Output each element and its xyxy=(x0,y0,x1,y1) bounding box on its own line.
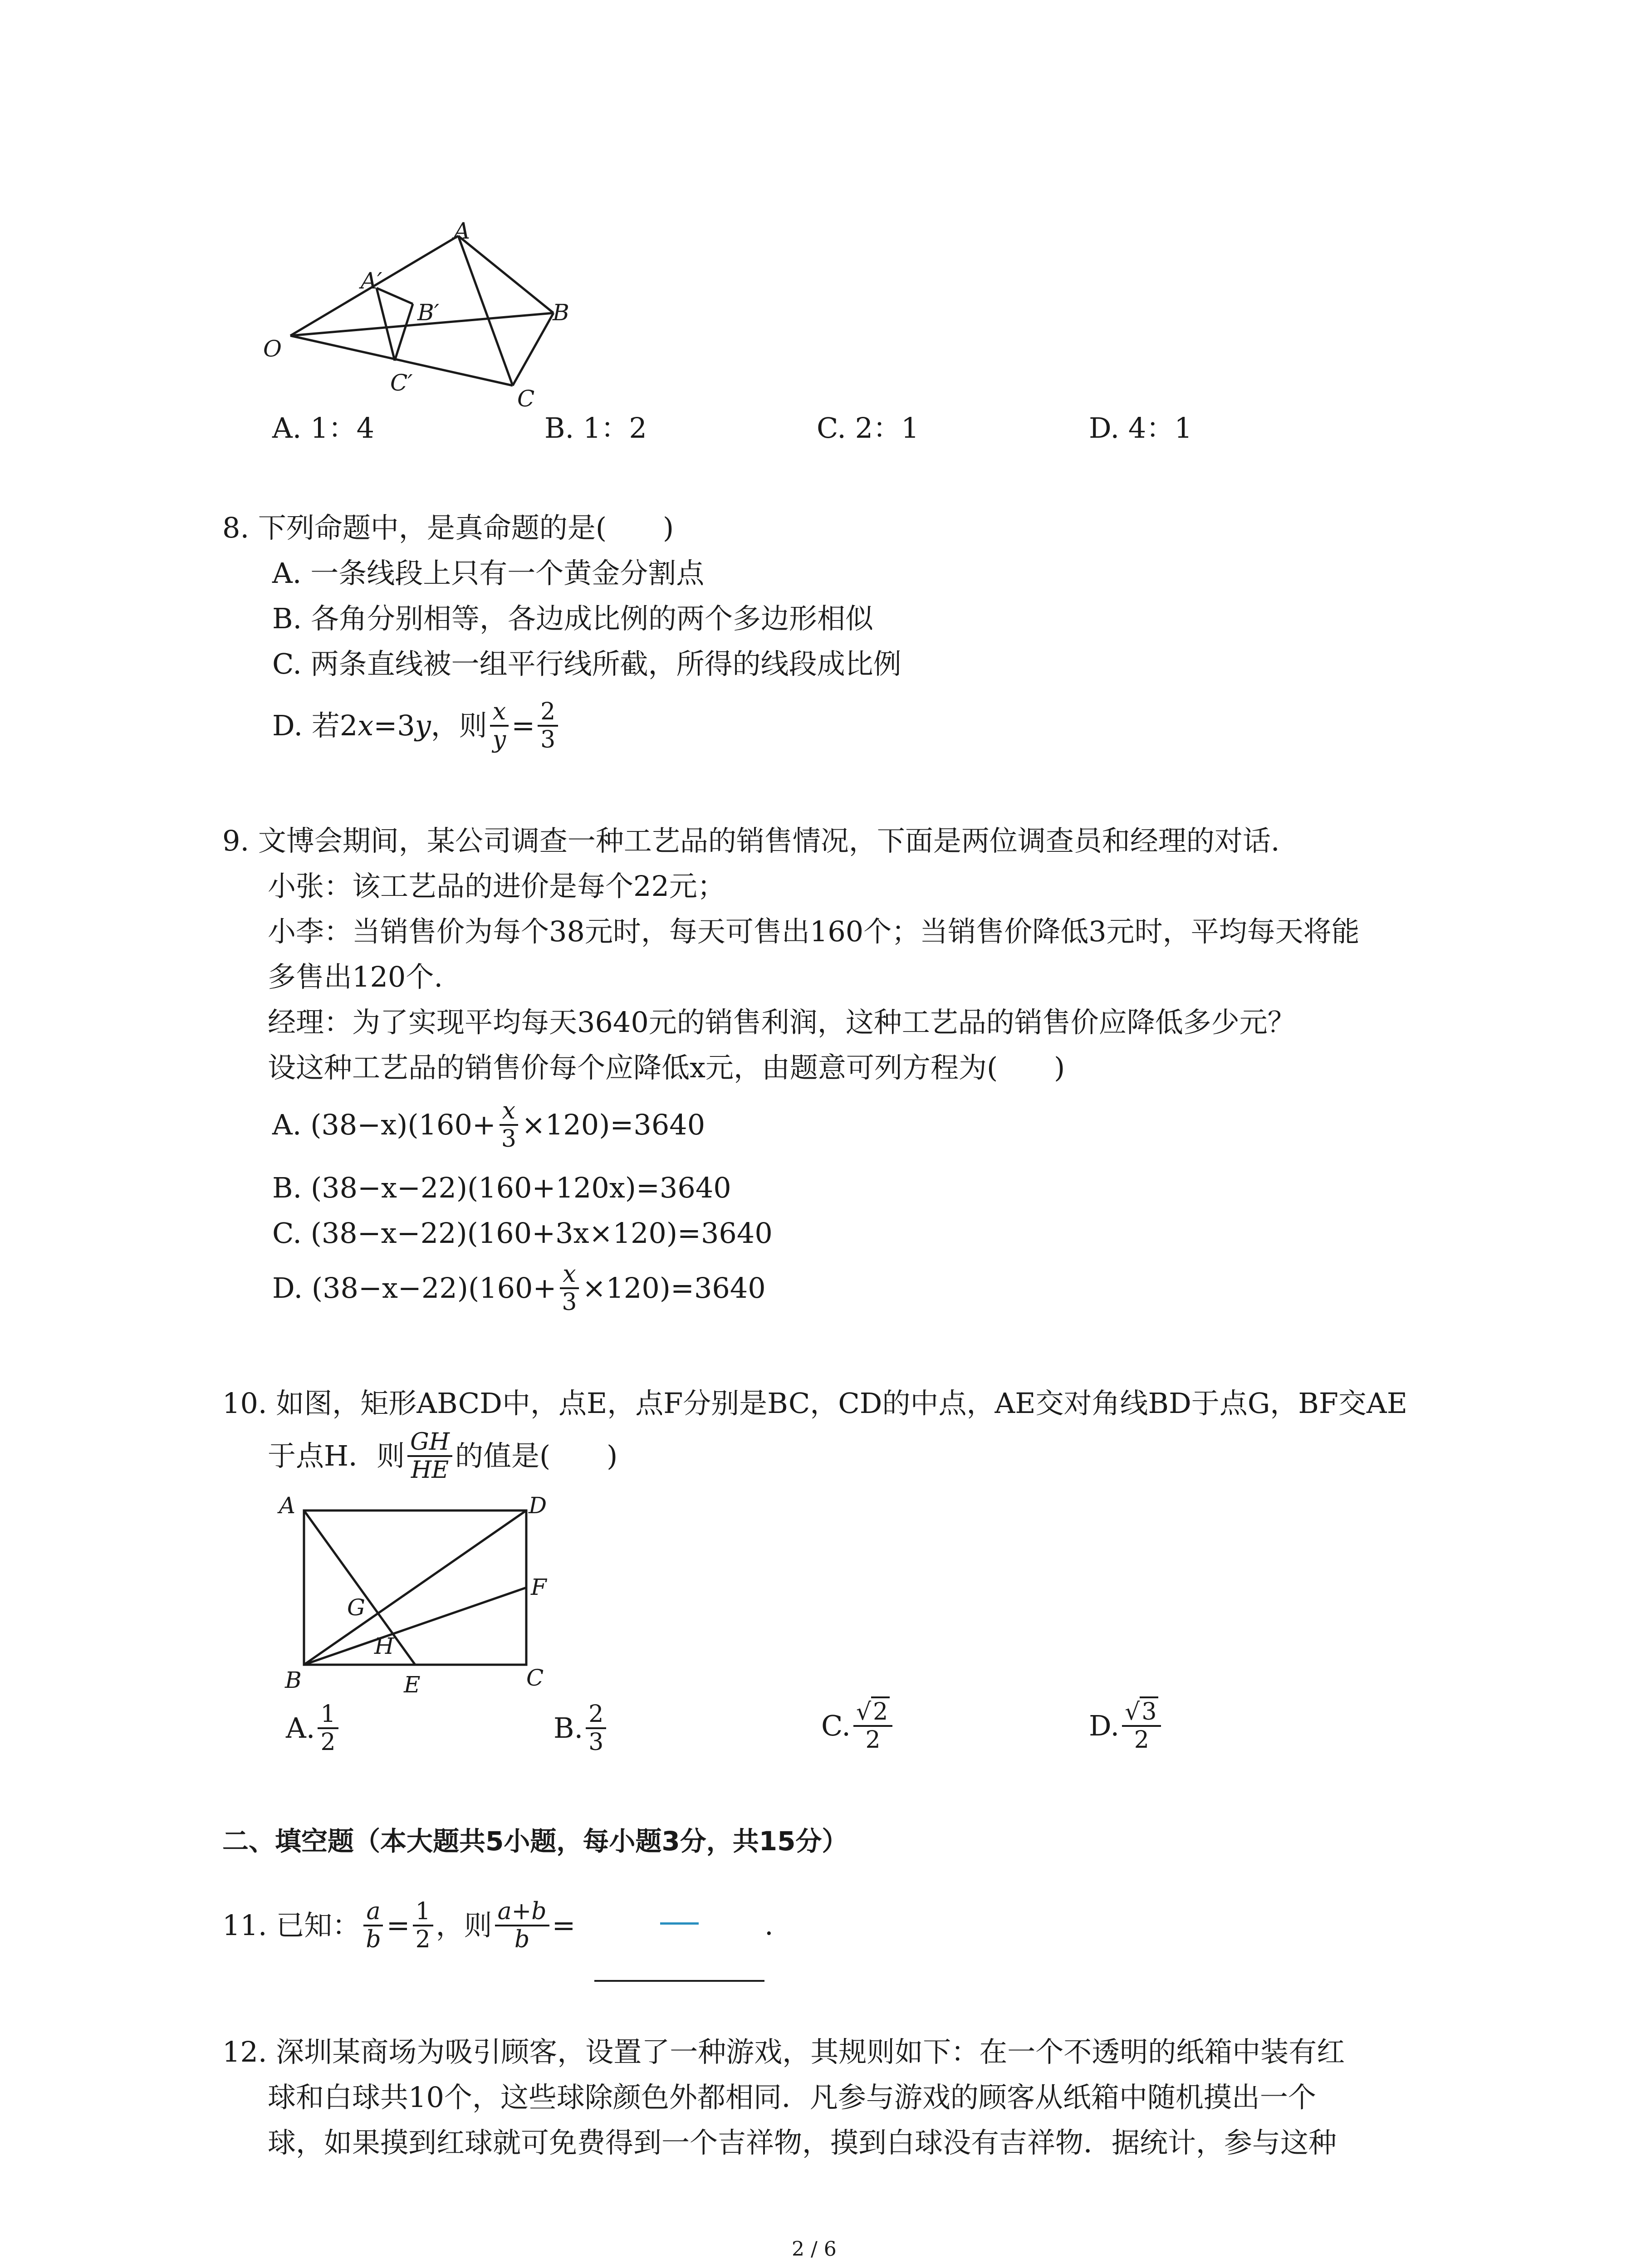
q9-stem: 9. 文博会期间，某公司调查一种工艺品的销售情况，下面是两位调查员和经理的对话. xyxy=(222,824,1280,857)
q9-line-3: 多售出120个. xyxy=(268,960,443,993)
q7-label-a: A xyxy=(454,218,470,244)
q7-option-b: B. 1：2 xyxy=(544,411,647,445)
q9-option-b: B. (38−x−22)(160+120x)=3640 xyxy=(272,1171,731,1204)
q9-line-2: 小李：当销售价为每个38元时，每天可售出160个；当销售价降低3元时，平均每天将能 xyxy=(268,915,1360,948)
q8-option-a: A. 一条线段上只有一个黄金分割点 xyxy=(272,557,705,590)
q12-line-2: 球和白球共10个，这些球除颜色外都相同．凡参与游戏的顾客从纸箱中随机摸出一个 xyxy=(268,2081,1316,2114)
q7-option-c: C. 2：1 xyxy=(817,411,919,445)
q9-line-5: 设这种工艺品的销售价每个应降低x元，由题意可列方程为( ) xyxy=(268,1051,1065,1084)
q7-label-c: C xyxy=(517,386,535,412)
q10-label-b: B xyxy=(285,1667,302,1693)
q12-line-3: 球，如果摸到红球就可免费得到一个吉祥物，摸到白球没有吉祥物．据统计，参与这种 xyxy=(268,2126,1337,2159)
q10-label-e: E xyxy=(404,1672,421,1698)
q9-option-d: D. (38−x−22)(160+ $\frac{x}{3}$ ×120)=3640 xyxy=(272,1261,766,1316)
q8-option-c: C. 两条直线被一组平行线所截，所得的线段成比例 xyxy=(272,647,901,680)
q10-label-a: A xyxy=(279,1492,296,1519)
q8-option-d: D. 若2 x =3 y ，则 $\frac{x}{y}$ = $\frac{2}{3}$ xyxy=(272,694,561,758)
q10-option-c: C. $\frac{√2}{2}$ xyxy=(821,1687,895,1765)
q11-answer-mark xyxy=(660,1922,699,1925)
q10-stem: 10. 如图，矩形ABCD中，点E，点F分别是BC，CD的中点，AE交对角线BD于点G，BF交AE xyxy=(222,1387,1407,1420)
q9-line-4: 经理：为了实现平均每天3640元的销售利润，这种工艺品的销售价应降低多少元？ xyxy=(268,1006,1296,1039)
q7-label-b1: B′ xyxy=(417,299,440,326)
q10-label-f: F xyxy=(531,1574,547,1600)
q10-line-2: 于点H．则 $\frac{GH}{HE}$ 的值是( ) xyxy=(268,1428,618,1484)
q10-label-g: G xyxy=(347,1594,365,1621)
q11-line: 11. 已知： $\frac{a}{b}$ = $\frac{1}{2}$ ，则 $\frac{a+b}{b}$ = xyxy=(222,1898,576,1953)
q10-option-d: D. $\frac{√3}{2}$ xyxy=(1089,1687,1164,1765)
q10-label-c: C xyxy=(526,1665,544,1691)
q9-line-1: 小张：该工艺品的进价是每个22元； xyxy=(268,870,725,903)
q12-line-1: 12. 深圳某商场为吸引顾客，设置了一种游戏，其规则如下：在一个不透明的纸箱中装有红 xyxy=(222,2035,1345,2068)
q7-option-a: A. 1：4 xyxy=(272,411,375,445)
q8-stem: 8. 下列命题中，是真命题的是( ) xyxy=(222,511,674,544)
q7-label-o: O xyxy=(263,336,282,362)
q11-answer-blank[interactable] xyxy=(594,1980,764,1982)
q7-label-b: B xyxy=(553,299,569,326)
page-number: 2 / 6 xyxy=(792,2238,837,2261)
q7-label-a1: A′ xyxy=(361,268,382,294)
q10-figure xyxy=(290,1497,544,1678)
q10-option-a: A. $\frac{1}{2}$ xyxy=(286,1692,341,1765)
q7-label-c1: C′ xyxy=(390,370,413,396)
section-2-title: 二、填空题（本大题共5小题，每小题3分，共15分） xyxy=(222,1826,848,1857)
q9-option-c: C. (38−x−22)(160+3x×120)=3640 xyxy=(272,1217,773,1250)
q8-option-b: B. 各角分别相等，各边成比例的两个多边形相似 xyxy=(272,602,873,635)
q10-option-b: B. $\frac{2}{3}$ xyxy=(554,1692,609,1765)
q10-label-d: D xyxy=(529,1492,547,1519)
q11-period: . xyxy=(764,1908,774,1941)
q10-label-h: H xyxy=(374,1633,394,1659)
q7-option-d: D. 4：1 xyxy=(1089,411,1192,445)
q9-option-a: A. (38−x)(160+ $\frac{x}{3}$ ×120)=3640 xyxy=(272,1097,705,1153)
